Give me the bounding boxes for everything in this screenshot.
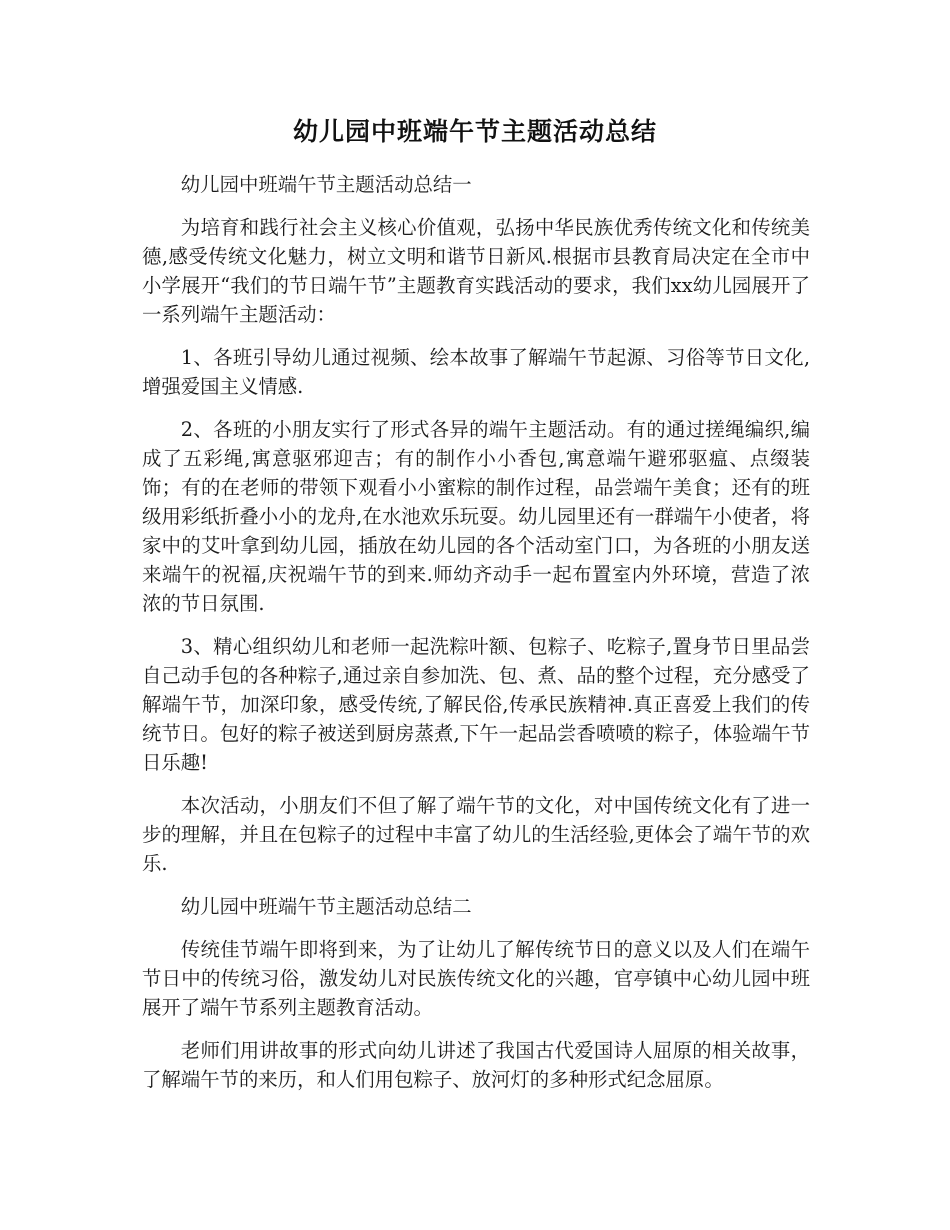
paragraph-intro: 为培育和践行社会主义核心价值观，弘扬中华民族优秀传统文化和传统美德,感受传统文化魅力，树立文明和谐节日新风.根据市县教育局决定在全市中小学展开“我们的节日端午节”主题教育实践活动的要求，我们xx幼儿园展开了一系列端午主题活动： bbox=[142, 216, 810, 326]
document-body bbox=[142, 170, 810, 1108]
section-heading-2: 幼儿园中班端午节主题活动总结二 bbox=[180, 895, 472, 918]
paragraph-item-2: 2、各班的小朋友实行了形式各异的端午主题活动。有的通过搓绳编织,编成了五彩绳,寓意驱邪迎吉；有的制作小小香包,寓意端午避邪驱瘟、点缀装饰；有的在老师的带领下观看小小蜜粽的制作过程，品尝端午美食；还有的班级用彩纸折叠小小的龙舟,在水池欢乐玩耍。幼儿园里还有一群端午小使者，将家中的艾叶拿到幼儿园，插放在幼儿园的各个活动室门口，为各班的小朋友送来端午的祝福,庆祝端午节的到来.师幼齐动手一起布置室内外环境，营造了浓浓的节日氛围. bbox=[142, 418, 810, 615]
paragraph-item-3: 3、精心组织幼儿和老师一起洗粽叶额、包粽子、吃粽子,置身节日里品尝自己动手包的各种粽子,通过亲自参加洗、包、煮、品的整个过程，充分感受了解端午节，加深印象，感受传统,了解民俗,传承民族精神.真正喜爱上我们的传统节日。包好的粽子被送到厨房蒸煮,下午一起品尝香喷喷的粽子，体验端午节日乐趣! bbox=[142, 635, 810, 774]
paragraph-section2-intro: 传统佳节端午即将到来，为了让幼儿了解传统节日的意义以及人们在端午节日中的传统习俗，激发幼儿对民族传统文化的兴趣，官亭镇中心幼儿园中班展开了端午节系列主题教育活动。 bbox=[142, 938, 810, 1019]
paragraph-item-1: 1、各班引导幼儿通过视频、绘本故事了解端午节起源、习俗等节日文化,增强爱国主义情感. bbox=[142, 346, 810, 398]
paragraph-section2-story: 老师们用讲故事的形式向幼儿讲述了我国古代爱国诗人屈原的相关故事，了解端午节的来历，和人们用包粽子、放河灯的多种形式纪念屈原。 bbox=[142, 1039, 810, 1091]
document-title: 幼儿园中班端午节主题活动总结 bbox=[292, 117, 657, 146]
section-heading-1: 幼儿园中班端午节主题活动总结一 bbox=[180, 173, 472, 196]
paragraph-conclusion: 本次活动，小朋友们不但了解了端午节的文化，对中国传统文化有了进一步的理解，并且在包粽子的过程中丰富了幼儿的生活经验,更体会了端午节的欢乐. bbox=[142, 794, 810, 875]
